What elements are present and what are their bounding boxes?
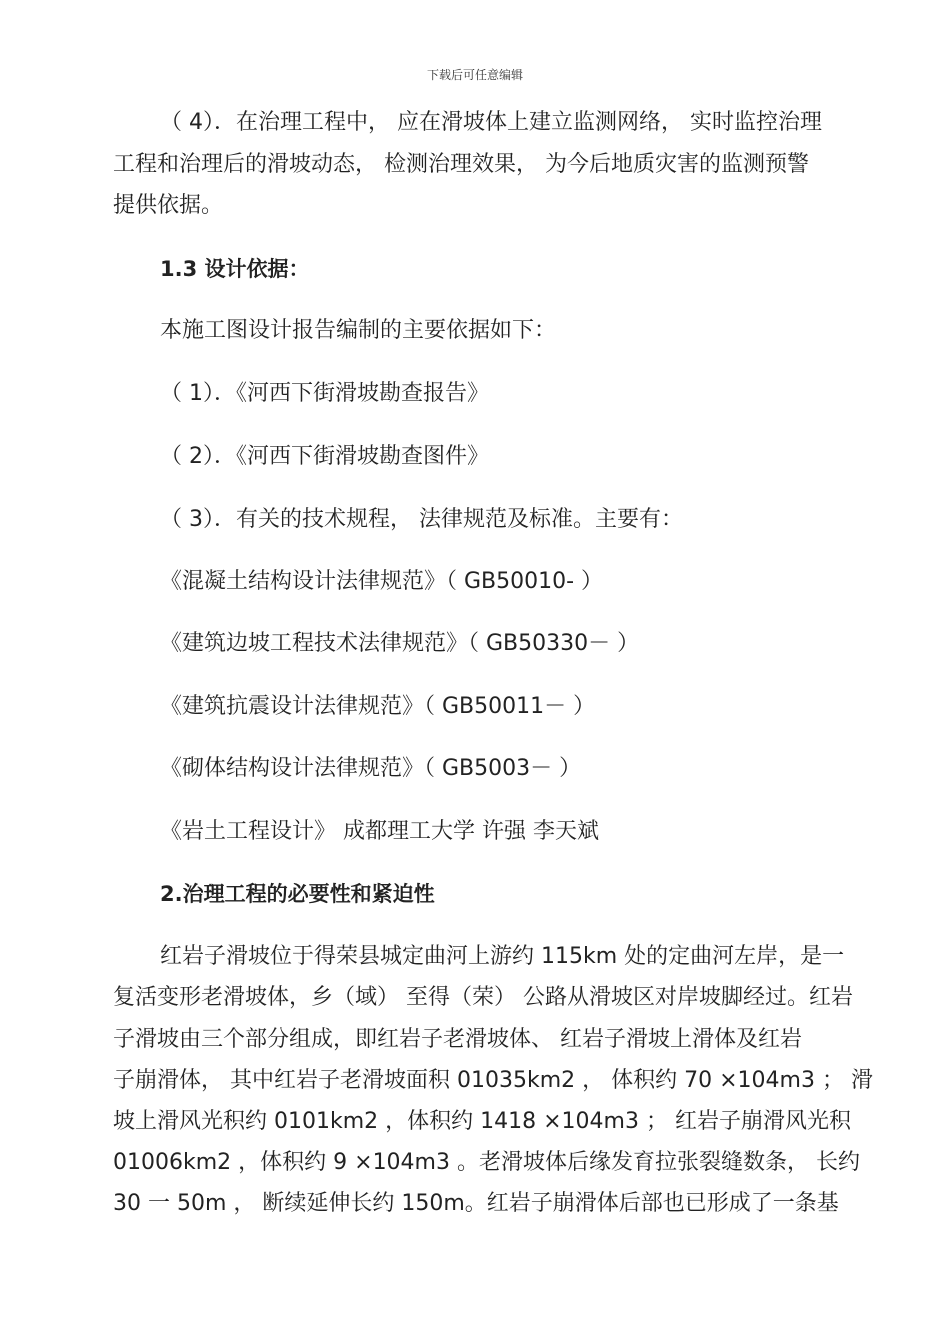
section-heading: 1.3 设计依据： (160, 257, 310, 281)
reference-item: （ 3）．有关的技术规程， 法律规范及标准。主要有： (160, 507, 683, 532)
paragraph-line: 提供依据。 (113, 193, 224, 218)
reference-item: 《岩土工程设计》 成都理工大学 许强 李天斌 (160, 819, 599, 844)
reference-item: 《建筑边坡工程技术法律规范》（ GB50330－ ） (160, 631, 640, 656)
reference-item: （ 2）．《河西下街滑坡勘查图件》 (160, 444, 489, 469)
paragraph-line: 30 一 50m ， 断续延伸长约 150m。红岩子崩滑体后部也已形成了一条基 (113, 1191, 839, 1216)
paragraph-line: 01006km2 ，体积约 9 ×104m3 。老滑坡体后缘发育拉张裂缝数条， 长约 (113, 1150, 860, 1175)
paragraph-line: （ 4）．在治理工程中， 应在滑坡体上建立监测网络， 实时监控治理 (160, 110, 822, 135)
intro-text: 本施工图设计报告编制的主要依据如下： (160, 318, 557, 343)
paragraph-line: 坡上滑风光积约 0101km2 ，体积约 1418 ×104m3 ； 红岩子崩滑风光积 (113, 1109, 851, 1134)
reference-item: （ 1）．《河西下街滑坡勘查报告》 (160, 381, 489, 406)
paragraph-line: 红岩子滑坡位于得荣县城定曲河上游约 115km 处的定曲河左岸，是一 (160, 944, 845, 969)
paragraph-line: 子崩滑体， 其中红岩子老滑坡面积 01035km2 ， 体积约 70 ×104m3 ； 滑 (113, 1068, 873, 1093)
reference-item: 《建筑抗震设计法律规范》（ GB50011－ ） (160, 694, 596, 719)
paragraph-line: 子滑坡由三个部分组成，即红岩子老滑坡体、 红岩子滑坡上滑体及红岩 (113, 1027, 802, 1052)
reference-item: 《混凝土结构设计法律规范》（ GB50010- ） (160, 569, 604, 594)
paragraph-line: 工程和治理后的滑坡动态， 检测治理效果， 为今后地质灾害的监测预警 (113, 152, 809, 177)
page-header: 下载后可任意编辑 (426, 68, 523, 82)
section-heading: 2.治理工程的必要性和紧迫性 (160, 882, 435, 906)
reference-item: 《砌体结构设计法律规范》（ GB5003－ ） (160, 756, 582, 781)
paragraph-line: 复活变形老滑坡体，乡（域） 至得（荣） 公路从滑坡区对岸坡脚经过。红岩 (113, 985, 853, 1010)
